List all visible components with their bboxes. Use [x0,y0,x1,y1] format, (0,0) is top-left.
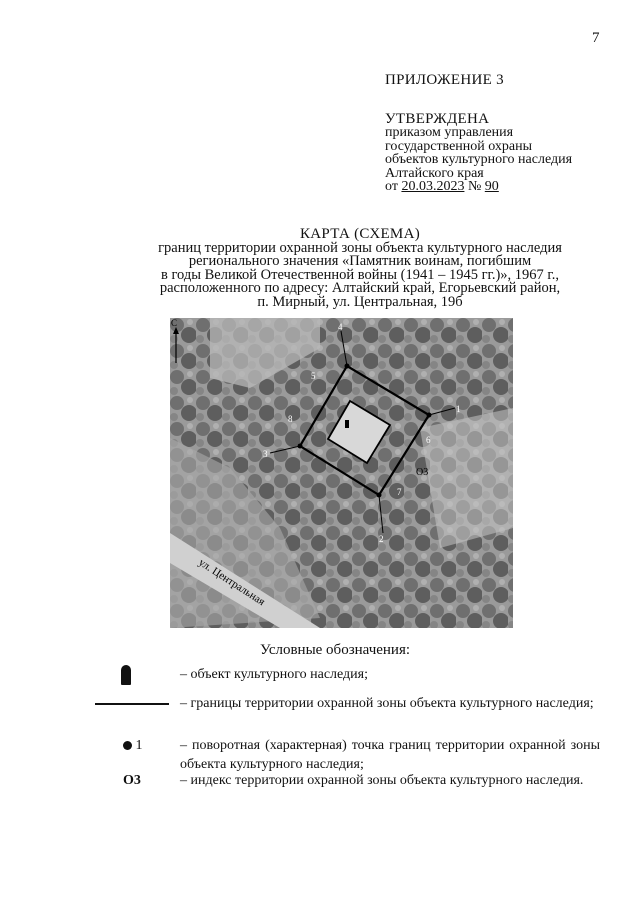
point-label: 2 [379,534,384,544]
legend-text: – индекс территории охранной зоны объекта культурного наследия. [180,773,584,788]
title-line: регионального значения «Памятник воинам, погибшим [188,253,532,269]
point-label: 1 [456,404,461,414]
monument-icon [345,420,349,428]
approval-block [385,74,572,194]
monument-icon [121,665,131,685]
turning-point [377,493,382,498]
approval-date: 20.03.2023 [401,179,465,194]
document-title [100,228,620,309]
approved-label: УТВЕРЖДЕНА [385,110,490,127]
title-line: в годы Великой Отечественной войны (1941 – 1945 гг.)», 1967 г., [160,266,559,283]
scheme-map [170,318,513,628]
point-label: 6 [426,435,431,445]
turning-point [298,444,303,449]
title-line: границ территории охранной зоны объекта культурного наследия [158,239,562,256]
north-label: С [171,318,178,328]
approval-line: приказом управления [385,125,514,140]
legend-title: Условные обозначения: [260,642,411,658]
approval-line: Алтайского края [385,165,484,181]
approval-date-line [385,180,572,194]
legend-item-monument [95,665,600,687]
date-prefix: от [385,179,402,194]
boundary-line-icon [95,703,169,705]
approval-line: объектов культурного наследия [385,152,573,167]
zone-label: О3 [416,467,429,478]
point-dot-icon [123,741,132,750]
point-label: 7 [397,487,402,497]
approval-number: 90 [484,179,499,194]
title-line: п. Мирный, ул. Центральная, 19б [257,293,463,310]
page-number: 7 [592,30,600,46]
legend-item-zone-index [95,771,600,811]
turning-point [427,413,432,418]
point-label: 3 [263,449,268,459]
legend-symbol-label: 1 [135,738,143,753]
legend-text: – поворотная (характерная) точка границ территории охранной зоны объекта культурного наследия; [180,738,600,772]
title-heading: КАРТА (СХЕМА) [299,226,421,242]
appendix-label: ПРИЛОЖЕНИЕ 3 [385,72,504,88]
number-prefix: № [464,179,485,194]
point-label: 8 [288,414,293,424]
turning-point [345,364,350,369]
point-label: 5 [311,371,316,381]
legend-item-boundary [95,694,600,734]
approval-line: государственной охраны [385,138,533,154]
point-label: 4 [338,322,343,332]
legend-text: – границы территории охранной зоны объекта культурного наследия; [180,696,594,711]
legend-text: – объект культурного наследия; [180,667,368,682]
street-label: ул. Центральная [196,556,268,609]
legend-symbol-label: О3 [123,773,141,788]
legend-item-turning-point [95,736,600,776]
title-line: расположенного по адресу: Алтайский край, Егорьевский район, [159,280,561,296]
